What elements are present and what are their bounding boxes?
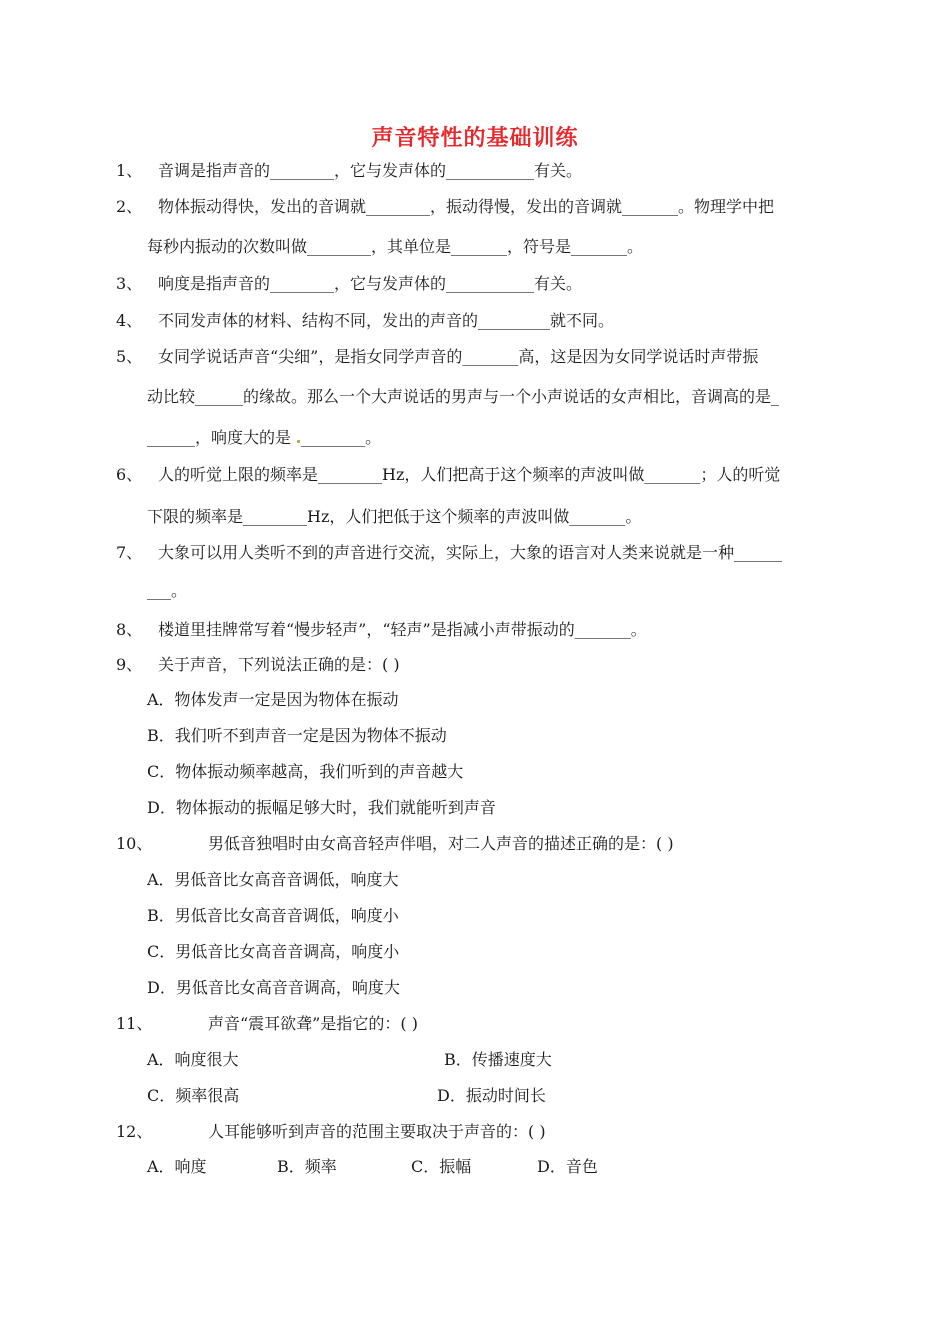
question-3-number: 3、 bbox=[116, 274, 143, 293]
question-5-text-line1: 女同学说话声音“尖细”，是指女同学声音的_______高，这是因为女同学说话时声带振 bbox=[158, 347, 759, 366]
question-11-option-a: A．响度很大 bbox=[147, 1050, 239, 1069]
question-12-option-b: B．频率 bbox=[277, 1157, 337, 1176]
question-12-option-c: C．振幅 bbox=[411, 1157, 472, 1176]
question-7-number: 7、 bbox=[116, 543, 143, 562]
question-11-option-d: D．振动时间长 bbox=[437, 1086, 546, 1105]
question-8-text: 楼道里挂牌常写着“慢步轻声”，“轻声”是指减小声带振动的_______。 bbox=[158, 620, 647, 639]
question-9-option-b: B．我们听不到声音一定是因为物体不振动 bbox=[147, 726, 447, 745]
question-2-number: 2、 bbox=[116, 197, 143, 216]
question-11-text: 声音“震耳欲聋”是指它的：( ) bbox=[208, 1014, 418, 1033]
question-10-number: 10、 bbox=[116, 834, 153, 853]
question-7-text-line2: ___。 bbox=[147, 581, 188, 600]
question-9-text: 关于声音，下列说法正确的是：( ) bbox=[158, 655, 400, 674]
question-1-text: 音调是指声音的________，它与发声体的___________有关。 bbox=[158, 161, 583, 180]
question-8-number: 8、 bbox=[116, 620, 143, 639]
question-11-option-b: B．传播速度大 bbox=[444, 1050, 552, 1069]
question-5-line3-part1: ______，响度大的是 bbox=[147, 428, 297, 447]
question-12-option-a: A．响度 bbox=[147, 1157, 207, 1176]
question-12-text: 人耳能够听到声音的范围主要取决于声音的：( ) bbox=[208, 1122, 546, 1141]
question-10-option-b: B．男低音比女高音音调低，响度小 bbox=[147, 906, 399, 925]
question-10-text: 男低音独唱时由女高音轻声伴唱，对二人声音的描述正确的是：( ) bbox=[208, 834, 674, 853]
question-5-number: 5、 bbox=[116, 347, 143, 366]
speck-mark bbox=[297, 440, 300, 443]
question-10-option-d: D．男低音比女高音音调高，响度大 bbox=[147, 978, 400, 997]
question-12-number: 12、 bbox=[116, 1122, 153, 1141]
question-4-text: 不同发声体的材料、结构不同，发出的声音的_________就不同。 bbox=[158, 311, 615, 330]
question-3-text: 响度是指声音的________，它与发声体的___________有关。 bbox=[158, 274, 583, 293]
question-6-text-line1: 人的听觉上限的频率是________Hz，人们把高于这个频率的声波叫做_______；人的听觉 bbox=[158, 465, 781, 484]
question-10-option-a: A．男低音比女高音音调低，响度大 bbox=[147, 870, 399, 889]
question-2-text-line2: 每秒内振动的次数叫做________，其单位是_______，符号是_______。 bbox=[147, 237, 644, 256]
question-9-number: 9、 bbox=[116, 655, 143, 674]
question-2-text-line1: 物体振动得快，发出的音调就________，振动得慢，发出的音调就_______。物理学中把 bbox=[158, 197, 775, 216]
question-11-option-c: C．频率很高 bbox=[147, 1086, 240, 1105]
question-1-number: 1、 bbox=[116, 161, 143, 180]
question-5-line3-part2: ________。 bbox=[301, 428, 382, 447]
worksheet-title: 声音特性的基础训练 bbox=[371, 126, 579, 151]
question-9-option-a: A．物体发声一定是因为物体在振动 bbox=[147, 690, 399, 709]
question-7-text-line1: 大象可以用人类听不到的声音进行交流，实际上，大象的语言对人类来说就是一种______ bbox=[158, 543, 783, 562]
question-5-text-line2: 动比较______的缘故。那么一个大声说话的男声与一个小声说话的女声相比，音调高的是_ bbox=[147, 387, 780, 406]
question-9-option-c: C．物体振动频率越高，我们听到的声音越大 bbox=[147, 762, 464, 781]
question-10-option-c: C．男低音比女高音音调高，响度小 bbox=[147, 942, 400, 961]
question-4-number: 4、 bbox=[116, 311, 143, 330]
question-11-number: 11、 bbox=[116, 1014, 153, 1033]
question-6-text-line2: 下限的频率是________Hz，人们把低于这个频率的声波叫做_______。 bbox=[147, 507, 642, 526]
question-12-option-d: D．音色 bbox=[537, 1157, 598, 1176]
question-6-number: 6、 bbox=[116, 465, 143, 484]
question-9-option-d: D．物体振动的振幅足够大时，我们就能听到声音 bbox=[147, 798, 496, 817]
question-5-text-line3 bbox=[147, 428, 381, 448]
